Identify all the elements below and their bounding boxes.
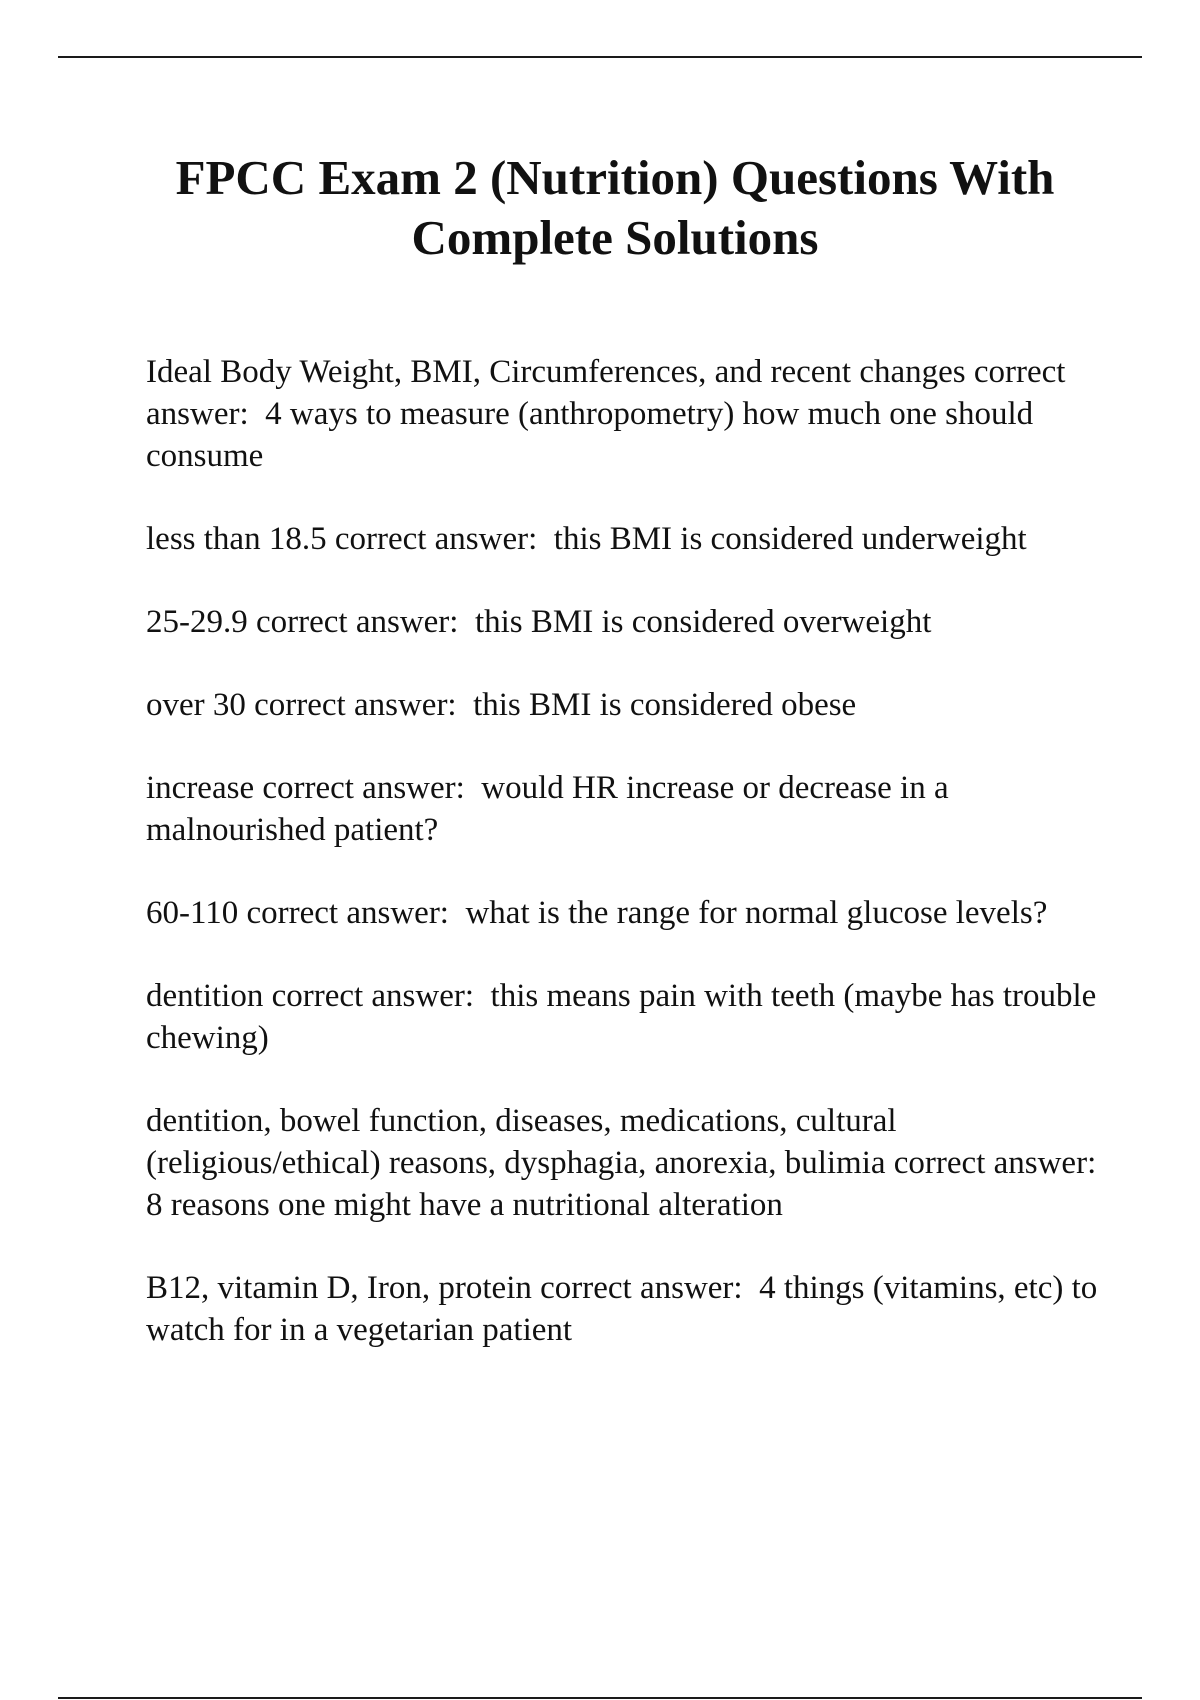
- qa-entry: B12, vitamin D, Iron, protein correct answer: 4 things (vitamins, etc) to watch for in a vegetarian patient: [146, 1270, 1106, 1348]
- footer-rule: [58, 1697, 1142, 1699]
- qa-list: [146, 351, 1113, 1392]
- header-rule: [58, 56, 1142, 58]
- qa-entry: dentition, bowel function, diseases, medications, cultural (religious/ethical) reasons, dysphagia, anorexia, bulimia correct answer: 8 reasons one might have a nutritional alteration: [146, 1103, 1113, 1223]
- qa-entry: over 30 correct answer: this BMI is considered obese: [146, 687, 857, 723]
- qa-entry: increase correct answer: would HR increase or decrease in a malnourished patient?: [146, 770, 957, 848]
- qa-entry: 60-110 correct answer: what is the range for normal glucose levels?: [146, 895, 1048, 931]
- qa-entry: Ideal Body Weight, BMI, Circumferences, and recent changes correct answer: 4 ways to measure (anthropometry) how much one should consume: [146, 354, 1074, 474]
- qa-entry: less than 18.5 correct answer: this BMI is considered underweight: [146, 521, 1027, 557]
- qa-entry: dentition correct answer: this means pain with teeth (maybe has trouble chewing): [146, 978, 1105, 1056]
- document-title: FPCC Exam 2 (Nutrition) Questions With Complete Solutions: [175, 150, 1055, 265]
- qa-entry: 25-29.9 correct answer: this BMI is considered overweight: [146, 604, 932, 640]
